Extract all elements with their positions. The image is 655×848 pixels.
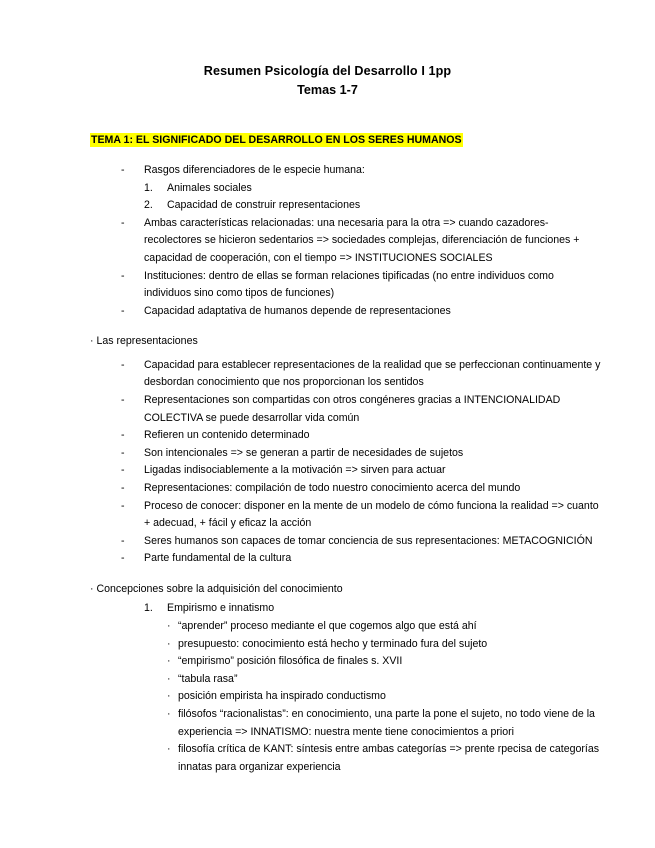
list-item: · “aprender” proceso mediante el que cogemos algo que está ahí xyxy=(167,618,603,636)
list-item: · filosofía crítica de KANT: síntesis entre ambas categorías => prente rpecisa de categorías innatas para organizar experiencia xyxy=(167,741,603,776)
tema-1-numbered-list xyxy=(52,180,603,215)
subsection-lead: · Concepciones sobre la adquisición del conocimiento xyxy=(90,582,343,595)
tema-1-list-block xyxy=(52,162,603,320)
section-heading-text: TEMA 1: EL SIGNIFICADO DEL DESARROLLO EN LOS SERES HUMANOS xyxy=(91,134,462,146)
list-item: - Ambas características relacionadas: una necesaria para la otra => cuando cazadores-recolectores se hicieron sedentarios => sociedades complejas, diferenciación de funciones + capacidad de cooperación, con el tiempo => INSTITUCIONES SOCIALES xyxy=(121,215,603,268)
list-item: · “tabula rasa” xyxy=(167,671,603,689)
list-item: - Ligadas indisociablemente a la motivación => sirven para actuar xyxy=(121,462,603,480)
list-item: - Capacidad para establecer representaciones de la realidad que se perfeccionan continuamente y desbordan conocimiento que nos proporcionan los sentidos xyxy=(121,357,603,392)
list-item: - Capacidad adaptativa de humanos depende de representaciones xyxy=(121,303,603,321)
list-item: - Parte fundamental de la cultura xyxy=(121,550,603,568)
list-item: · presupuesto: conocimiento está hecho y terminado fura del sujeto xyxy=(167,636,603,654)
list-item: - Instituciones: dentro de ellas se forman relaciones tipificadas (no entre individuos como individuos sino como tipos de funciones) xyxy=(121,268,603,303)
list-item xyxy=(144,600,603,618)
list-item: - Representaciones: compilación de todo nuestro conocimiento acerca del mundo xyxy=(121,480,603,498)
list-item: - Proceso de conocer: disponer en la mente de un modelo de cómo funciona la realidad => cuanto + adecuad, + fácil y eficaz la acción xyxy=(121,498,603,533)
list-item-number: 2. xyxy=(144,199,153,212)
list-item: - Representaciones son compartidas con otros congéneres gracias a INTENCIONALIDAD COLECTIVA se puede desarrollar vida común xyxy=(121,392,603,427)
list-item: · filósofos “racionalistas”: en conocimiento, una parte la pone el sujeto, no todo viene de la experiencia => INNATISMO: nuestra mente tiene conocimientos a priori xyxy=(167,706,603,741)
representaciones-dash-list xyxy=(52,357,603,568)
list-item: · posición empirista ha inspirado conductismo xyxy=(167,688,603,706)
list-item: - Refieren un contenido determinado xyxy=(121,427,603,445)
subsection-lead: · Las representaciones xyxy=(90,335,198,348)
list-item xyxy=(144,197,603,215)
list-item-number: 1. xyxy=(144,602,153,615)
list-item: · “empirismo” posición filosófica de finales s. XVII xyxy=(167,653,603,671)
tema-1-dash-list-b xyxy=(52,215,603,321)
list-item: - Rasgos diferenciadores de le especie humana: xyxy=(121,162,603,180)
list-item-label: Animales sociales xyxy=(167,181,252,194)
list-item: - Seres humanos son capaces de tomar conciencia de sus representaciones: METACOGNICIÓN xyxy=(121,533,603,551)
tema-1-dash-list-a xyxy=(52,162,603,180)
list-item-number: 1. xyxy=(144,181,153,194)
subsection-concepciones xyxy=(52,581,603,776)
document-title: Resumen Psicología del Desarrollo I 1pp xyxy=(203,64,452,78)
list-item xyxy=(144,180,603,198)
subsection-representaciones xyxy=(52,333,603,568)
concepciones-numbered-list xyxy=(52,600,603,618)
document-subtitle: Temas 1-7 xyxy=(297,83,358,97)
list-item: - Son intencionales => se generan a partir de necesidades de sujetos xyxy=(121,445,603,463)
list-item-label: Capacidad de construir representaciones xyxy=(167,199,361,212)
concepciones-dot-list xyxy=(52,618,603,776)
section-heading-tema-1 xyxy=(90,133,603,148)
list-item-label: Empirismo e innatismo xyxy=(167,602,275,615)
